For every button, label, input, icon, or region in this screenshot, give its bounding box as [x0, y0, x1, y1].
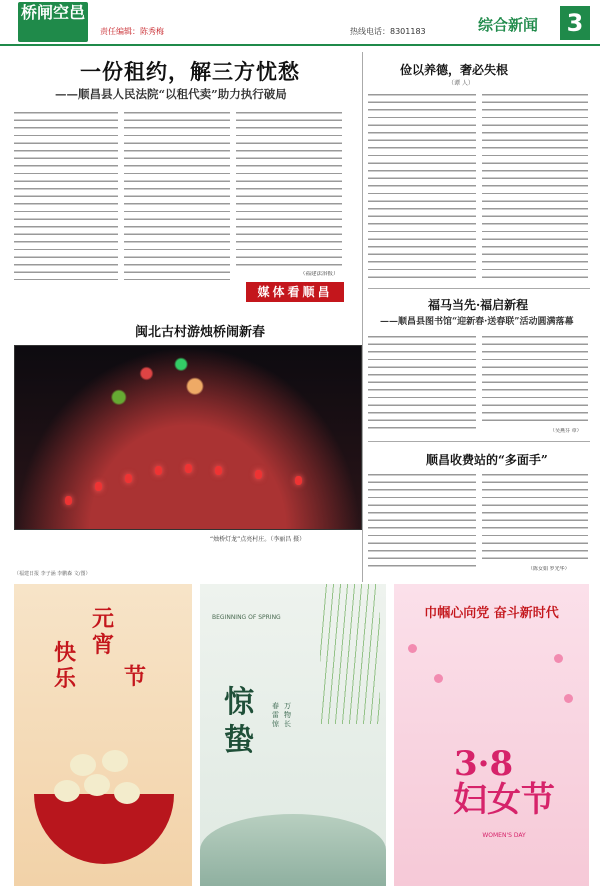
main-article-source: （福建法治报）	[300, 271, 350, 281]
tollstation-column-2	[482, 472, 588, 564]
poster-title-kuaile: 快乐	[54, 640, 77, 692]
lantern	[95, 482, 102, 491]
photo-story-title: 闽北古村游烛桥闹新春	[134, 325, 265, 340]
flower-icon	[434, 674, 443, 683]
main-article-column-1	[14, 110, 118, 280]
tangyuan-icon	[102, 750, 128, 772]
photo-story-credit: （福建日报 李子涵 李鹏森 文/图）	[14, 571, 91, 577]
poster-english-title: WOMEN'S DAY	[482, 832, 526, 839]
lantern	[185, 464, 192, 473]
lantern	[215, 466, 222, 475]
photo-caption: “烛桥灯龙”点亮村庄。（李丽昌 摄）	[210, 536, 306, 543]
tangyuan-icon	[114, 782, 140, 804]
poster-banner-slogan: 巾帼心向党 奋斗新时代	[424, 606, 559, 621]
library-column-2	[482, 334, 588, 426]
library-column-1	[368, 334, 476, 434]
editor-line: 责任编辑：陈秀梅	[100, 27, 164, 36]
poster-english-subtitle: BEGINNING OF SPRING	[212, 614, 281, 621]
poster-vertical-text-1: 春雷惊	[272, 702, 279, 728]
hotline-number: 热线电话：8301183	[350, 27, 426, 36]
poster-title-womens-day: 妇女节	[453, 780, 555, 820]
jingzhe-poster	[200, 584, 386, 886]
poster-title-jingzhe: 惊蛰	[224, 685, 254, 758]
womens-day-poster	[394, 584, 589, 886]
poster-vertical-text-2: 万物长	[284, 702, 291, 728]
page-number: 3	[560, 6, 590, 40]
tollstation-article-title: 顺昌收费站的“多面手”	[426, 453, 548, 467]
opinion-title: 俭以养德，奢必失根	[400, 63, 509, 77]
main-headline: 一份租约，解三方忧愁	[80, 59, 300, 84]
lantern	[125, 474, 132, 483]
flower-icon	[564, 694, 573, 703]
lantern	[65, 496, 72, 505]
opinion-column-1	[368, 92, 476, 282]
lantern	[255, 470, 262, 479]
main-subheadline: ——顺昌县人民法院“以租代卖”助力执行破局	[55, 87, 287, 101]
section-rule	[368, 288, 590, 289]
media-banner: 媒体看顺昌	[246, 282, 344, 302]
poster-title-jie: 节	[124, 664, 147, 690]
library-article-subtitle: ——顺昌县图书馆“迎新春·送春联”活动圆满落幕	[380, 317, 574, 327]
library-author: （吴燕芬 章）	[550, 428, 590, 436]
flower-icon	[554, 654, 563, 663]
main-article-column-3	[236, 110, 342, 270]
tangyuan-icon	[84, 774, 110, 796]
lantern	[155, 466, 162, 475]
tollstation-column-1	[368, 472, 476, 572]
lantern-festival-poster	[14, 584, 192, 886]
poster-title-yuanxiao: 元宵	[92, 606, 115, 658]
poster-date: 3·8	[454, 744, 514, 784]
opinion-column-2	[482, 92, 588, 282]
section-title: 综合新闻	[478, 16, 539, 34]
main-article-column-2	[124, 110, 230, 280]
newspaper-logo: 桥闸空邑	[18, 2, 88, 42]
library-article-title: 福马当先·福启新程	[428, 298, 529, 312]
tangyuan-icon	[54, 780, 80, 802]
page-header	[0, 0, 600, 46]
landscape-hills	[200, 814, 386, 886]
tollstation-author: （陈女娟 罗光华）	[528, 566, 590, 574]
column-divider	[362, 52, 363, 582]
soup-bowl-icon	[34, 794, 174, 864]
opinion-author: （谭 人）	[448, 80, 474, 87]
willow-branches	[320, 584, 380, 724]
festival-photo	[14, 345, 362, 530]
tangyuan-icon	[70, 754, 96, 776]
section-rule	[368, 441, 590, 442]
flower-icon	[408, 644, 417, 653]
lantern	[295, 476, 302, 485]
